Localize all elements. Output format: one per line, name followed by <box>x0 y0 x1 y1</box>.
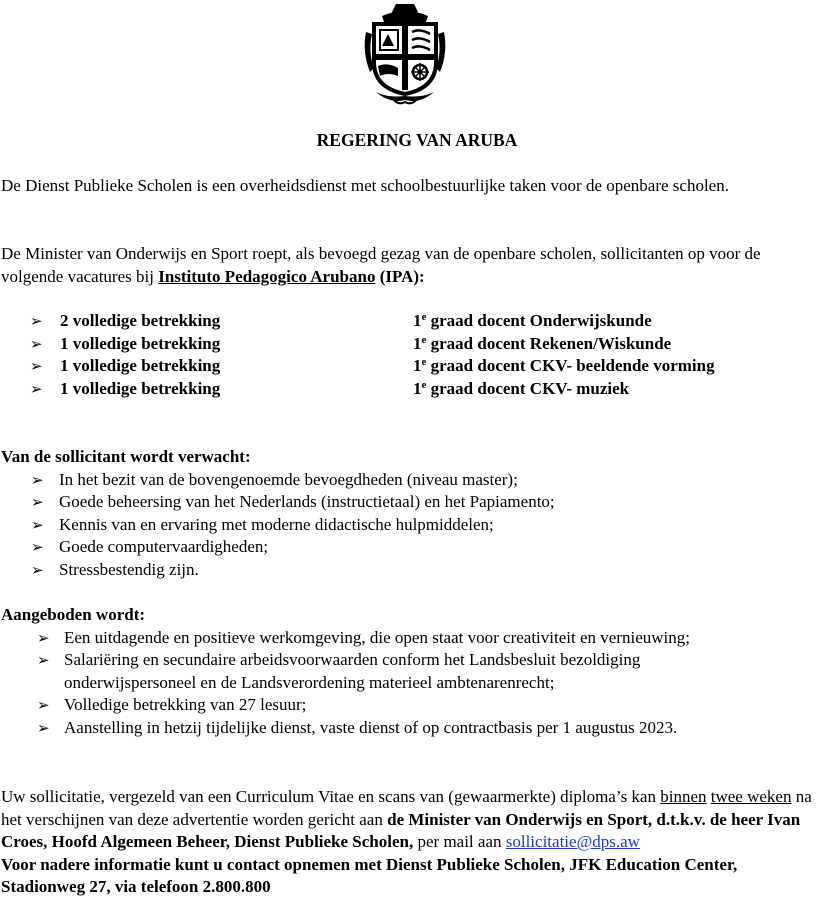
requirements-section <box>1 446 818 581</box>
contact-info: Voor nadere informatie kunt u contact opnemen met Dienst Publieke Scholen, JFK Education Center, Stadionweg 27, via telefoon 2.800.800 <box>1 854 738 896</box>
list-item-text: Een uitdagende en positieve werkomgeving, die open staat voor creativiteit en vernieuwing; <box>64 627 690 647</box>
arrow-bullet-icon: ➢ <box>31 515 44 534</box>
email-link[interactable]: sollicitatie@dps.aw <box>505 832 640 851</box>
ordinal-suffix: e <box>421 311 427 323</box>
list-item-text: Aanstelling in hetzij tijdelijke dienst, vaste dienst of op contractbasis per 1 augustus 2023. <box>64 717 678 737</box>
deadline-within: binnen <box>660 787 707 806</box>
list-item <box>1 627 798 650</box>
list-item <box>1 559 818 582</box>
list-item <box>1 536 818 559</box>
requirements-list <box>1 469 818 582</box>
institute-abbrev: (IPA): <box>375 266 425 286</box>
arrow-bullet-icon: ➢ <box>31 560 44 579</box>
offer-heading: Aangeboden wordt: <box>1 605 146 624</box>
ordinal-number: 1 <box>413 356 422 375</box>
arrow-bullet-icon: ➢ <box>31 493 44 511</box>
list-item-text: Goede computervaardigheden; <box>59 537 269 556</box>
vacancy-position <box>413 355 715 378</box>
institute-name: Instituto Pedagogico Arubano <box>158 266 376 286</box>
list-item <box>1 514 818 537</box>
arrow-bullet-icon: ➢ <box>37 718 50 737</box>
arrow-bullet-icon: ➢ <box>30 379 43 398</box>
list-item-text: Goede beheersing van het Nederlands (instructietaal) en het Papiamento; <box>59 492 555 511</box>
offer-list <box>1 627 798 740</box>
offer-section <box>1 604 798 739</box>
intro-text: De Dienst Publieke Scholen is een overheidsdienst met schoolbestuurlijke taken voor de openbare scholen. <box>1 176 729 195</box>
vacancy-row <box>30 310 810 333</box>
intro-paragraph-1 <box>1 175 818 198</box>
vacancy-row <box>30 333 810 356</box>
vacancy-row <box>30 355 810 378</box>
vacancy-list <box>30 310 810 400</box>
arrow-bullet-icon: ➢ <box>30 334 43 353</box>
list-item-text: Volledige betrekking van 27 lesuur; <box>64 695 307 714</box>
position-title: graad docent CKV- muziek <box>426 378 630 398</box>
application-continuation: na het verschijnen van deze advertentie worden gericht aan <box>1 787 812 829</box>
vacancy-position <box>413 378 629 401</box>
requirements-heading: Van de sollicitant wordt verwacht: <box>1 447 251 466</box>
list-item <box>1 694 798 717</box>
application-text <box>1 786 818 854</box>
ordinal-suffix: e <box>421 356 427 368</box>
ordinal-number: 1 <box>413 333 422 353</box>
aruba-coat-of-arms-icon <box>362 2 448 106</box>
application-intro: Uw sollicitatie, vergezeld van een Curriculum Vitae en scans van (gewaarmerkte) diploma’s kan <box>1 787 661 806</box>
list-item-text: Salariëring en secundaire arbeidsvoorwaarden conform het Landsbesluit bezoldiging onderwijspersoneel en de Landsverordening materieel ambtenarenrecht; <box>64 650 641 692</box>
list-item-text: Stressbestendig zijn. <box>59 559 199 579</box>
ordinal-number: 1 <box>413 378 422 398</box>
vacancy-position <box>413 333 671 356</box>
vacancy-row <box>30 378 810 401</box>
application-section <box>1 786 818 899</box>
arrow-bullet-icon: ➢ <box>31 470 44 489</box>
ordinal-suffix: e <box>421 378 427 391</box>
mail-prefix: per mail aan <box>413 832 506 851</box>
ordinal-number: 1 <box>413 311 422 330</box>
arrow-bullet-icon: ➢ <box>30 357 43 375</box>
vacancy-count: 1 volledige betrekking <box>60 356 221 375</box>
arrow-bullet-icon: ➢ <box>37 628 50 647</box>
list-item <box>1 491 818 514</box>
arrow-bullet-icon: ➢ <box>30 312 43 330</box>
list-item-text: Kennis van en ervaring met moderne didactische hulpmiddelen; <box>59 514 494 534</box>
list-item <box>1 469 818 492</box>
deadline-two-weeks: twee weken <box>710 787 792 806</box>
position-title: graad docent Rekenen/Wiskunde <box>426 333 672 353</box>
vacancy-count: 1 volledige betrekking <box>60 333 221 353</box>
recipient-name: de Minister van Onderwijs en Sport, d.t.k.v. de heer Ivan Croes, Hoofd Algemeen Beheer, Dienst Publieke Scholen, <box>1 809 801 851</box>
intro-call-before: De Minister van Onderwijs en Sport roept, als bevoegd gezag van de openbare scholen, sollicitanten op voor de volgende vacatures bij <box>1 244 761 286</box>
position-title: graad docent Onderwijskunde <box>426 311 652 330</box>
arrow-bullet-icon: ➢ <box>31 538 44 556</box>
list-item-text: In het bezit van de bovengenoemde bevoegdheden (niveau master); <box>59 469 518 489</box>
ordinal-suffix: e <box>421 333 427 346</box>
vacancy-position <box>413 310 652 333</box>
vacancy-count: 1 volledige betrekking <box>60 378 221 398</box>
list-item <box>1 649 798 694</box>
intro-call-text <box>1 243 818 288</box>
intro-paragraph-2 <box>1 243 818 288</box>
arrow-bullet-icon: ➢ <box>37 696 50 714</box>
arrow-bullet-icon: ➢ <box>37 651 50 669</box>
list-item <box>1 717 798 740</box>
page-title: REGERING VAN ARUBA <box>316 130 518 150</box>
position-title: graad docent CKV- beeldende vorming <box>426 356 715 375</box>
vacancy-count: 2 volledige betrekking <box>60 311 221 330</box>
